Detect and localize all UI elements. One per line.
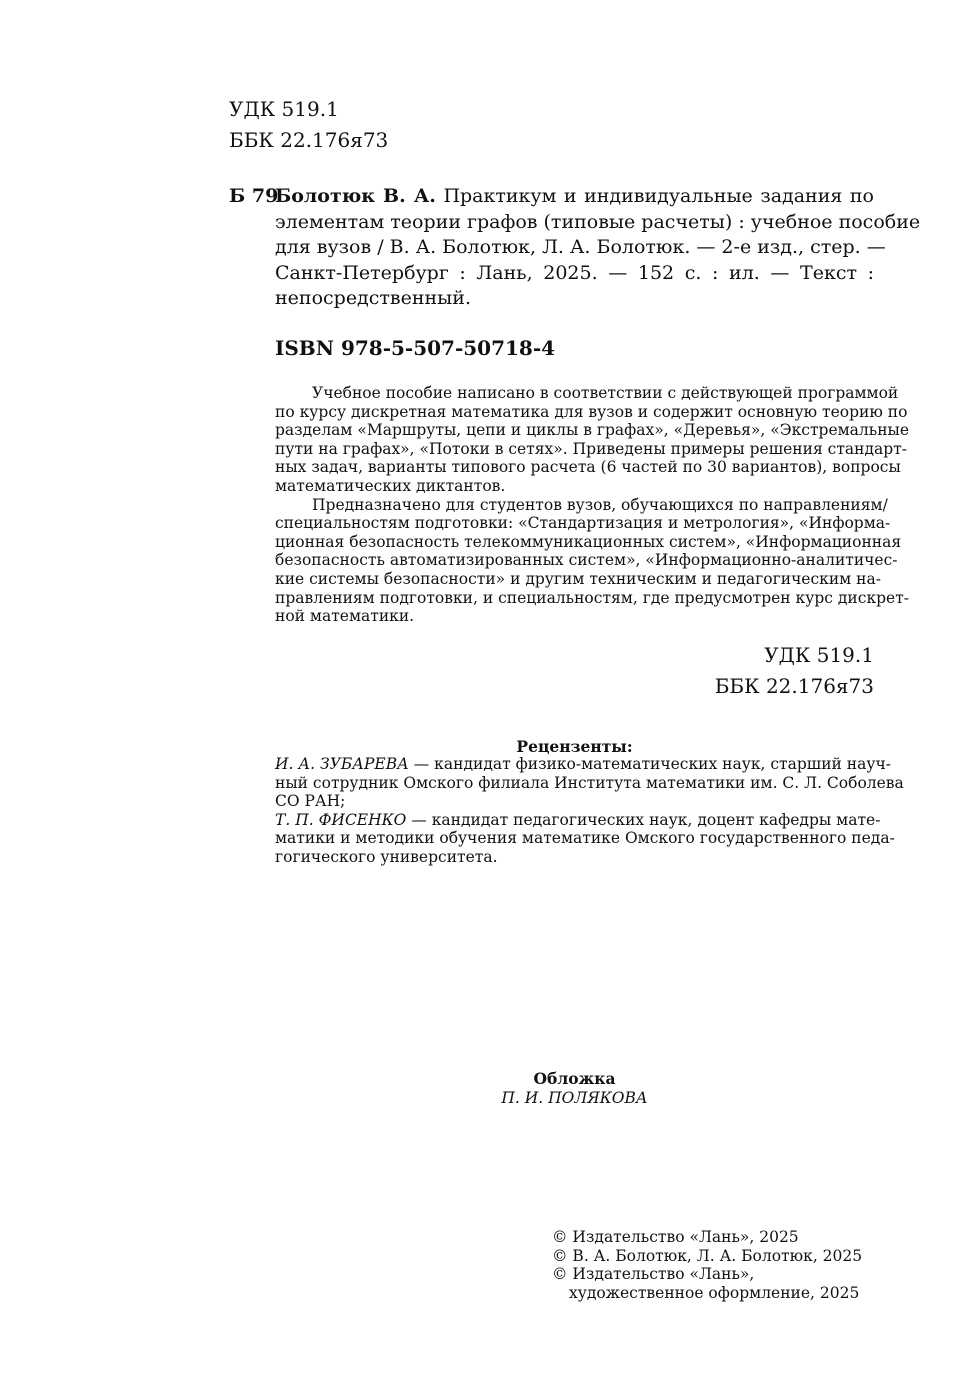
entry-line — [275, 184, 874, 210]
entry-line: элементам теории графов (типовые расчеты) : учебное пособие — [275, 210, 921, 233]
annotation-line: разделам «Маршруты, цепи и циклы в графах», «Деревья», «Экстремальные — [275, 421, 910, 440]
isbn: ISBN 978-5-507-50718-4 — [275, 336, 556, 360]
annotation-line: кие системы безопасности» и другим техническим и педагогическим на- — [275, 569, 881, 588]
annotation-line: по курсу дискретная математика для вузов и содержит основную теорию по — [275, 402, 908, 421]
bibliographic-entry — [229, 184, 921, 312]
reviewer-line: ный сотрудник Омского филиала Института математики им. С. Л. Соболева — [275, 773, 904, 792]
reviewers-title: Рецензенты: — [516, 737, 633, 756]
annotation-line: ционная безопасность телекоммуникационных систем», «Информационная — [275, 532, 902, 551]
annotation-line: безопасность автоматизированных систем», «Информационно-аналитичес- — [275, 551, 898, 570]
cover-designer: П. И. ПОЛЯКОВА — [501, 1088, 648, 1107]
reviewer-line: СО РАН; — [275, 792, 346, 811]
annotation-line: ных задач, варианты типового расчета (6 частей по 30 вариантов), вопросы — [275, 458, 901, 477]
cover-credit — [275, 1070, 874, 1107]
annotation-line: Учебное пособие написано в соответствии с действующей программой — [312, 384, 899, 402]
copyright-line: художественное оформление, 2025 — [569, 1283, 860, 1302]
copyright-block — [552, 1228, 862, 1302]
annotation-line: специальностям подготовки: «Стандартизация и метрология», «Информа- — [275, 514, 891, 533]
bibliographic-description — [275, 184, 921, 312]
udk-header-block — [229, 94, 388, 156]
reviewer-line — [275, 810, 881, 830]
annotation-line: правлениям подготовки, и специальностям, где предусмотрен курс дискрет- — [275, 588, 910, 607]
annotation-line: математических диктантов. — [275, 476, 506, 495]
reviewer-line: матики и методики обучения математике Омского государственного педа- — [275, 829, 895, 848]
udk-code: УДК 519.1 — [229, 97, 339, 121]
udk-code: УДК 519.1 — [764, 643, 874, 667]
annotation-line: ной математики. — [275, 607, 415, 626]
copyright-line: © В. А. Болотюк, Л. А. Болотюк, 2025 — [552, 1246, 863, 1265]
reviewer-line — [275, 755, 891, 774]
entry-title-start: Практикум и индивидуальные задания по — [435, 185, 874, 207]
reviewer-name: Т. П. ФИСЕНКО — [275, 810, 407, 829]
bbk-code: ББК 22.176я73 — [714, 674, 874, 698]
copyright-line: © Издательство «Лань», 2025 — [552, 1228, 799, 1246]
cover-title: Обложка — [533, 1069, 616, 1088]
entry-line: Санкт-Петербург : Лань, 2025. — 152 с. : ил. — Текст : — [275, 261, 874, 284]
reviewers-list — [275, 755, 904, 867]
reviewer-desc: — кандидат физико-математических наук, старший науч- — [408, 755, 891, 773]
reviewer-name: И. А. ЗУБАРЕВА — [275, 755, 409, 773]
udk-footer-block — [715, 640, 874, 702]
reviewer-line: гогического университета. — [275, 847, 498, 866]
annotation — [275, 384, 910, 626]
reviewer-desc: — кандидат педагогических наук, доцент кафедры мате- — [406, 810, 881, 829]
author-mark: Б 79 — [229, 185, 279, 207]
annotation-line: Предназначено для студентов вузов, обучающихся по направлениям/ — [312, 495, 888, 514]
entry-line: для вузов / В. А. Болотюк, Л. А. Болотюк. — 2-е изд., стер. — — [275, 236, 886, 258]
copyright-line: © Издательство «Лань», — [552, 1265, 755, 1284]
annotation-line: пути на графах», «Потоки в сетях». Приведены примеры решения стандарт- — [275, 439, 908, 458]
entry-line: непосредственный. — [275, 287, 472, 309]
bbk-code: ББК 22.176я73 — [229, 128, 389, 152]
entry-author: Болотюк В. А. — [275, 185, 436, 207]
